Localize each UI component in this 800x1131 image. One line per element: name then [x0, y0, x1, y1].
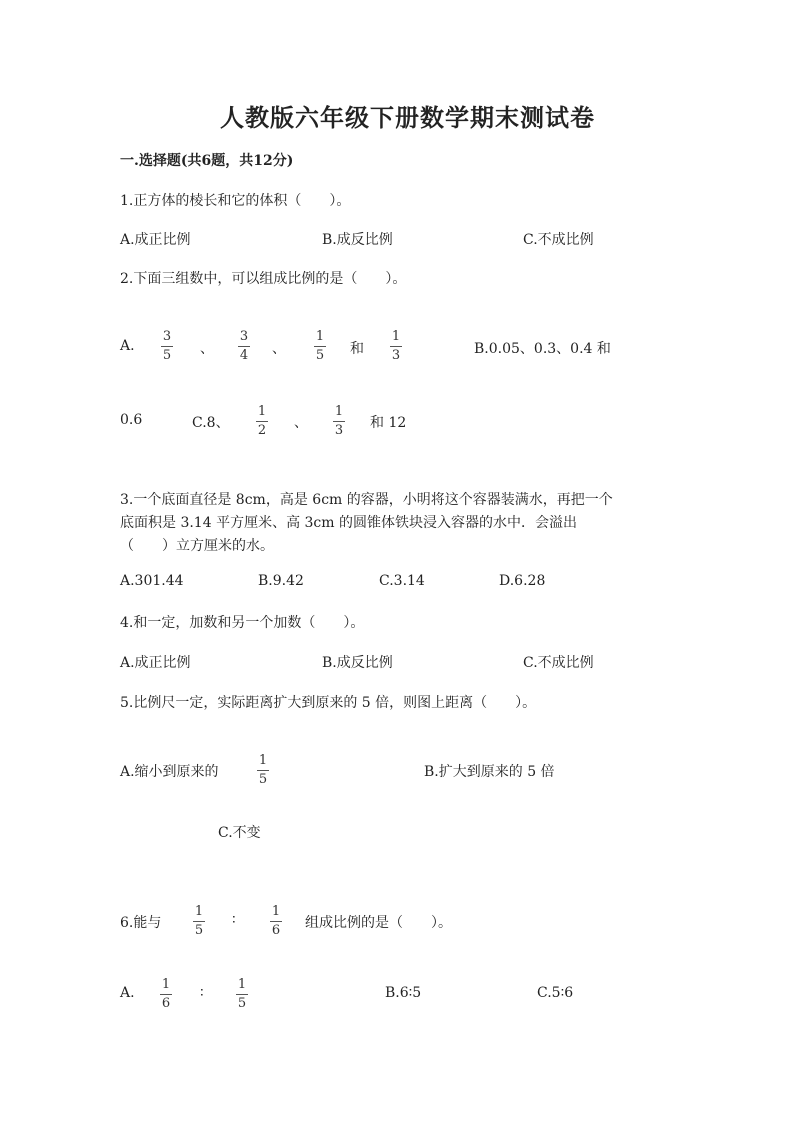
fraction-denominator: 5: [258, 772, 268, 787]
question-2-stem: 2.下面三组数中，可以组成比例的是（ ）。: [120, 271, 407, 287]
fraction-denominator: 6: [271, 923, 281, 938]
fraction-bar: [333, 421, 345, 422]
question-1-stem: 1.正方体的棱长和它的体积（ ）。: [120, 193, 351, 209]
fraction: [238, 330, 250, 363]
fraction: [160, 978, 172, 1011]
separator: 、: [272, 341, 286, 357]
fraction-numerator: 1: [315, 329, 325, 344]
question-2-option-b-continued: 0.6: [120, 412, 143, 428]
fraction: [257, 754, 269, 787]
fraction-bar: [270, 921, 282, 922]
question-2-option-a-label: A.: [120, 338, 135, 354]
fraction: [390, 330, 402, 363]
question-5-stem: 5.比例尺一定，实际距离扩大到原来的 5 倍，则图上距离（ ）。: [120, 695, 537, 711]
question-4-option-a: A.成正比例: [120, 655, 191, 671]
question-6-option-c: C.5∶6: [537, 985, 574, 1001]
fraction-bar: [390, 346, 402, 347]
question-1-option-b: B.成反比例: [322, 232, 393, 248]
word-and: 和: [350, 341, 364, 357]
question-3-option-d: D.6.28: [499, 573, 546, 589]
fraction: [193, 905, 205, 938]
fraction-bar: [161, 346, 173, 347]
fraction-bar: [238, 346, 250, 347]
fraction-numerator: 1: [194, 904, 204, 919]
fraction-bar: [160, 994, 172, 995]
fraction-numerator: 3: [239, 329, 249, 344]
question-4-option-b: B.成反比例: [322, 655, 393, 671]
fraction-numerator: 1: [161, 977, 171, 992]
fraction-bar: [193, 921, 205, 922]
page-title: 人教版六年级下册数学期末测试卷: [220, 103, 595, 132]
fraction-denominator: 5: [194, 923, 204, 938]
question-3-stem-line-2: 底面积是 3.14 平方厘米、高 3cm 的圆锥体铁块浸入容器的水中．会溢出: [120, 515, 577, 531]
fraction: [161, 330, 173, 363]
question-3-option-c: C.3.14: [379, 573, 425, 589]
question-2-option-c-label: C.8、: [192, 415, 230, 431]
fraction: [256, 405, 268, 438]
section-heading: 一.选择题(共6题，共12分): [120, 153, 294, 169]
question-6-stem-pre: 6.能与: [120, 915, 162, 931]
fraction-numerator: 3: [162, 329, 172, 344]
fraction: [236, 978, 248, 1011]
question-4-option-c: C.不成比例: [523, 655, 594, 671]
fraction-numerator: 1: [391, 329, 401, 344]
fraction-bar: [314, 346, 326, 347]
fraction-denominator: 4: [239, 348, 249, 363]
fraction-denominator: 3: [391, 348, 401, 363]
fraction-denominator: 5: [162, 348, 172, 363]
question-3-stem-line-1: 3.一个底面直径是 8cm，高是 6cm 的容器，小明将这个容器装满水，再把一个: [120, 492, 613, 508]
fraction-denominator: 3: [334, 423, 344, 438]
question-3-option-b: B.9.42: [258, 573, 304, 589]
fraction-bar: [257, 770, 269, 771]
fraction-numerator: 1: [258, 753, 268, 768]
question-6-option-b: B.6∶5: [385, 985, 422, 1001]
question-1-option-c: C.不成比例: [523, 232, 594, 248]
question-5-option-a: A.缩小到原来的: [120, 764, 219, 780]
fraction-numerator: 1: [237, 977, 247, 992]
fraction-denominator: 5: [237, 996, 247, 1011]
fraction-numerator: 1: [334, 404, 344, 419]
ratio-colon: ∶: [232, 912, 236, 928]
fraction-denominator: 2: [257, 423, 267, 438]
question-2-option-c-tail: 和 12: [370, 415, 407, 431]
question-1-option-a: A.成正比例: [120, 232, 191, 248]
fraction-denominator: 5: [315, 348, 325, 363]
fraction: [314, 330, 326, 363]
question-3-stem-line-3: （ ）立方厘米的水。: [120, 538, 274, 554]
ratio-colon: ∶: [200, 985, 204, 1001]
separator: 、: [200, 341, 214, 357]
question-5-option-c: C.不变: [218, 825, 261, 841]
fraction: [333, 405, 345, 438]
question-4-stem: 4.和一定，加数和另一个加数（ ）。: [120, 615, 365, 631]
fraction-bar: [256, 421, 268, 422]
fraction-bar: [236, 994, 248, 995]
fraction-numerator: 1: [257, 404, 267, 419]
separator: 、: [294, 415, 308, 431]
fraction-numerator: 1: [271, 904, 281, 919]
question-3-option-a: A.301.44: [120, 573, 184, 589]
fraction: [270, 905, 282, 938]
question-6-option-a-label: A.: [120, 985, 135, 1001]
fraction-denominator: 6: [161, 996, 171, 1011]
question-2-option-b: B.0.05、0.3、0.4 和: [474, 341, 611, 357]
question-5-option-b: B.扩大到原来的 5 倍: [424, 764, 555, 780]
question-6-stem-post: 组成比例的是（ ）。: [305, 915, 452, 931]
